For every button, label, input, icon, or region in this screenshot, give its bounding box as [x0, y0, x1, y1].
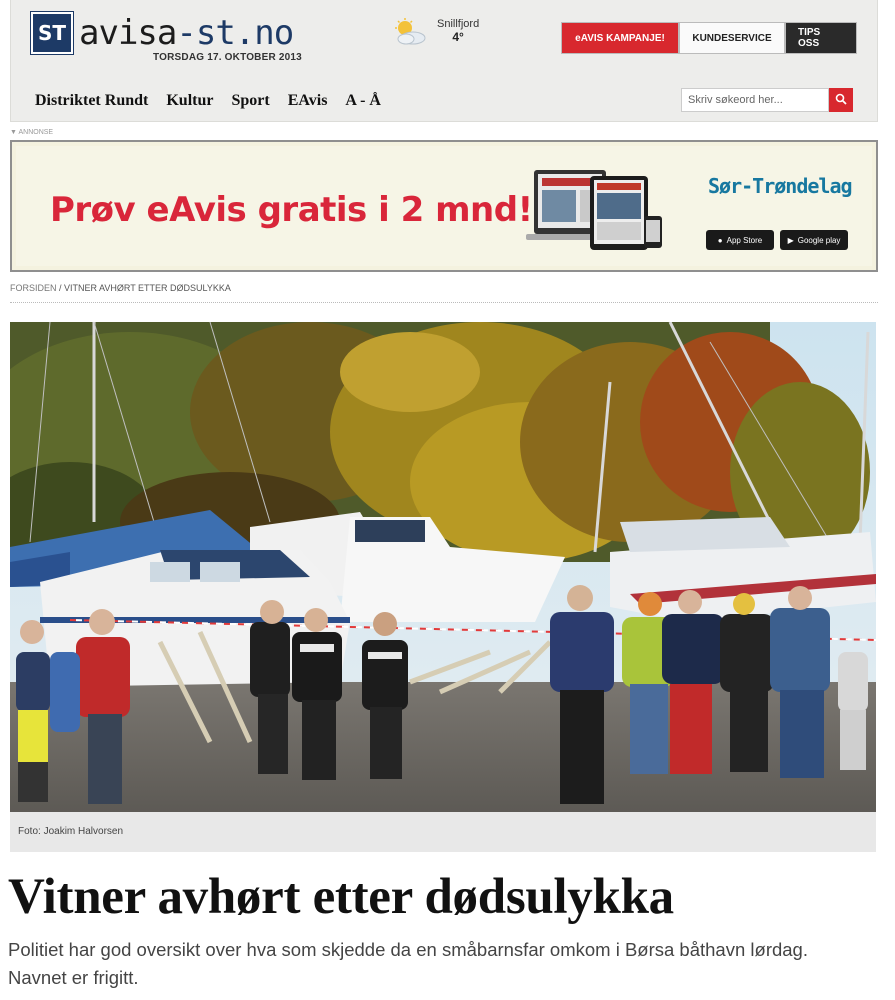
nav-item-distriktet-rundt[interactable]: Distriktet Rundt [35, 92, 149, 109]
play-icon: ▶ [787, 235, 794, 245]
top-button-group [561, 22, 857, 54]
article-lead: Politiet har god oversikt over hva som skjedde da en småbarnsfar omkom i Børsa båthavn lørdag. Navnet er frigitt. [8, 939, 808, 988]
breadcrumb-current: VITNER AVHØRT ETTER DØDSULYKKA [64, 283, 231, 293]
banner-brand: Sør-Trøndelag [708, 174, 852, 198]
nav-item-a-a[interactable]: A - Å [345, 92, 381, 109]
site-header [10, 0, 878, 122]
article-photo[interactable] [10, 322, 876, 812]
breadcrumb-home[interactable]: FORSIDEN [10, 283, 57, 293]
site-logo[interactable] [31, 12, 293, 54]
logo-text: avisa-st.no [79, 13, 294, 53]
ad-label: ▼ ANNONSE [10, 129, 54, 136]
nav-item-kultur[interactable]: Kultur [166, 92, 214, 109]
main-nav [35, 92, 381, 110]
current-date: TORSDAG 17. OKTOBER 2013 [153, 52, 302, 63]
logo-badge: ST [31, 12, 73, 54]
app-store-button[interactable]: ● App Store [706, 230, 774, 250]
photo-credit: Foto: Joakim Halvorsen [18, 826, 124, 837]
weather-temperature: 4° [452, 30, 464, 44]
search-box [681, 88, 853, 112]
nav-item-eavis[interactable]: EAvis [287, 92, 328, 109]
photo-caption-bar [10, 812, 876, 852]
breadcrumb: FORSIDEN / VITNER AVHØRT ETTER DØDSULYKKA [10, 283, 231, 293]
search-input[interactable] [681, 88, 829, 112]
partly-cloudy-icon [391, 18, 427, 46]
google-play-button[interactable]: ▶ Google play [780, 230, 848, 250]
nav-item-sport[interactable]: Sport [231, 92, 270, 109]
eavis-banner-ad[interactable] [10, 140, 878, 272]
search-icon [835, 93, 847, 108]
weather-location: Snillfjord [437, 18, 480, 30]
search-button[interactable] [829, 88, 853, 112]
customer-service-button[interactable]: KUNDESERVICE [679, 22, 785, 54]
devices-illustration [526, 164, 666, 254]
apple-icon: ● [717, 235, 723, 245]
eavis-campaign-button[interactable]: eAVIS KAMPANJE! [561, 22, 679, 54]
banner-headline: Prøv eAvis gratis i 2 mnd! [50, 190, 533, 230]
article-headline: Vitner avhørt etter dødsulykka [8, 869, 674, 925]
tips-button[interactable]: TIPS OSS [785, 22, 857, 54]
app-store-badges [706, 230, 848, 250]
divider [10, 302, 878, 303]
weather-widget[interactable] [391, 18, 479, 46]
